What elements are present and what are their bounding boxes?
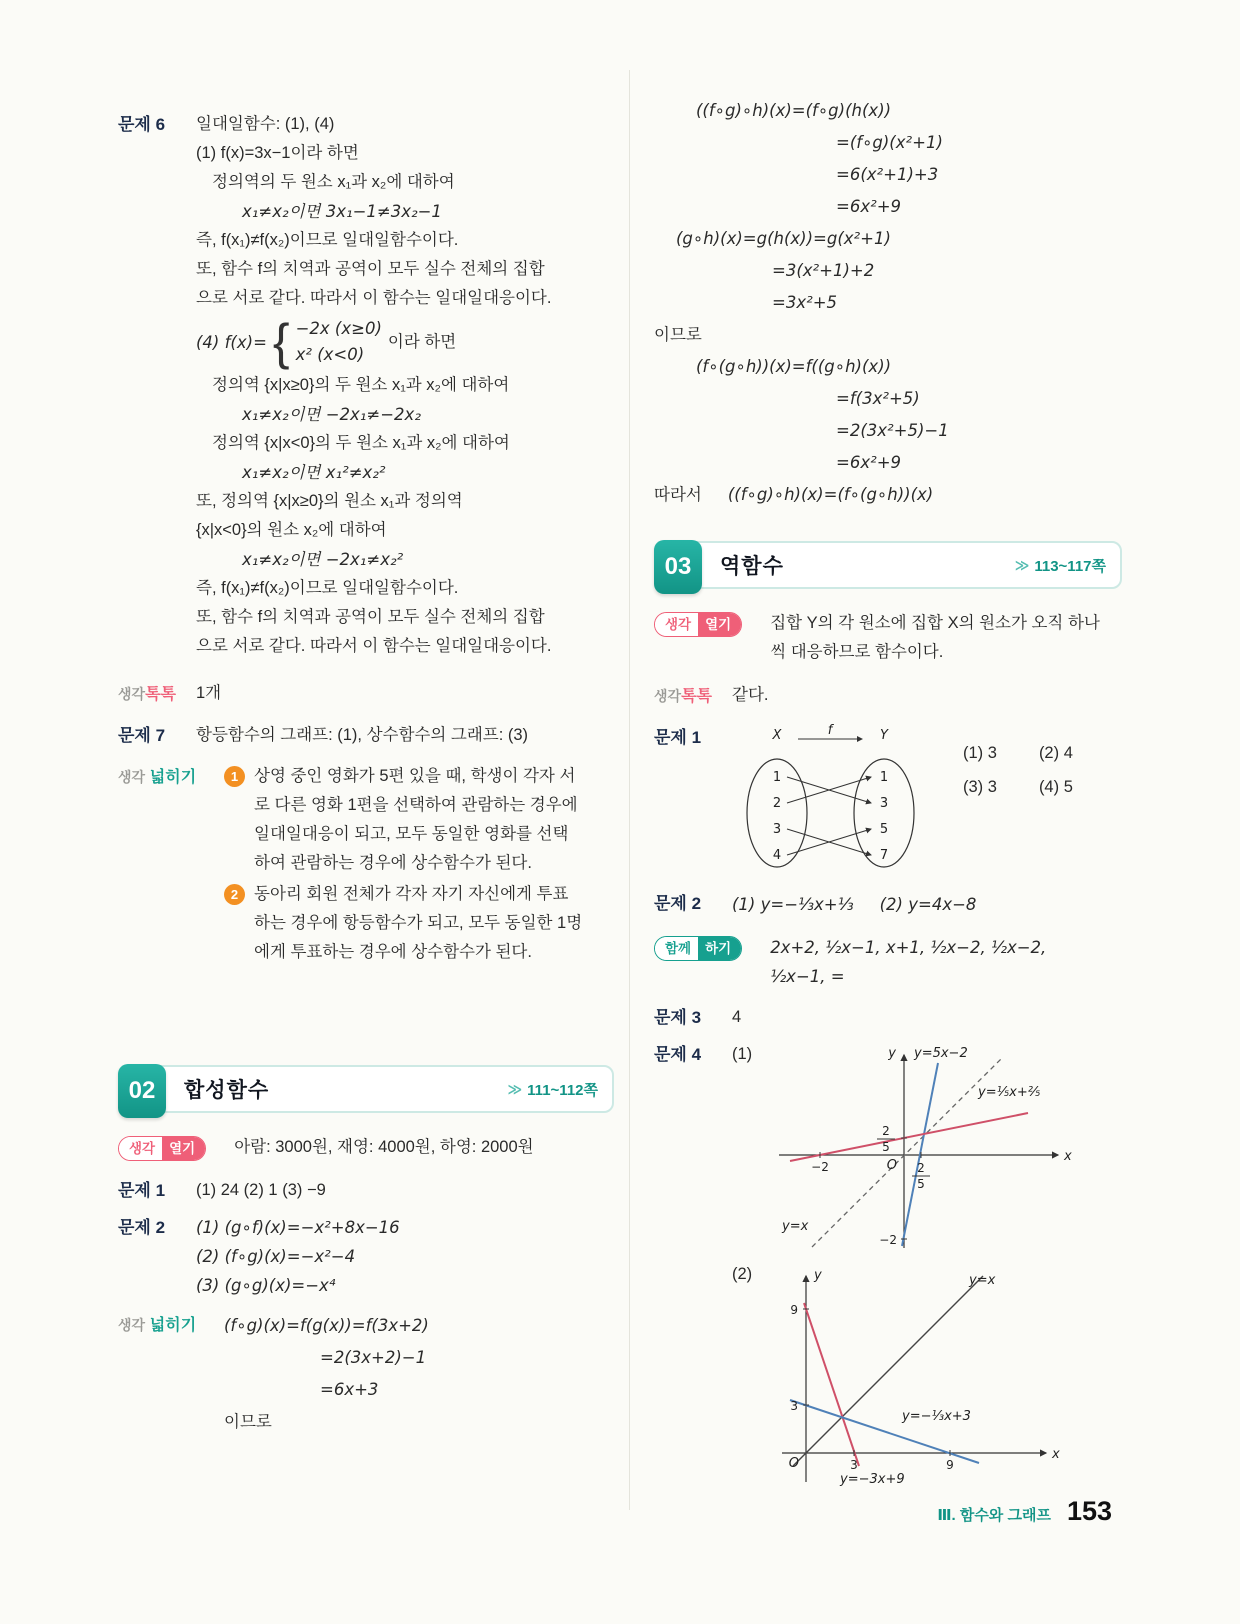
- problem-1-answers: [963, 741, 1073, 799]
- conclusion-line: [654, 479, 1122, 511]
- label-prefix: 생각: [118, 686, 146, 702]
- problem-3-answer: 4: [732, 1008, 742, 1026]
- sec03-problem-1: [654, 723, 1122, 875]
- think-deeper-label: [118, 762, 210, 792]
- double-chevron-icon: ≫: [507, 1080, 523, 1097]
- function-f-label: f: [827, 723, 833, 738]
- conclusion-prefix: 따라서: [654, 486, 702, 504]
- x-axis-label: x: [1064, 1149, 1072, 1164]
- case-line-1: −2x (x≥0): [295, 319, 382, 338]
- equation-line: =6x²+9: [836, 453, 902, 472]
- think-toktok-label: [654, 681, 718, 711]
- badge-left: 생각: [119, 1137, 162, 1160]
- origin-label: O: [788, 1456, 800, 1471]
- section-03-number: 03: [654, 540, 702, 594]
- think-deeper-02: [118, 1310, 614, 1438]
- problem-7-answer: 항등함수의 그래프: (1), 상수함수의 그래프: (3): [196, 726, 529, 744]
- solution-line: 또, 함수 f의 치역과 공역이 모두 실수 전체의 집합: [196, 608, 545, 626]
- problem-1-label: 문제 1: [654, 728, 702, 747]
- think-toktok-answer: 1개: [196, 684, 222, 702]
- mapping-diagram: [732, 723, 937, 875]
- equation-line: (g∘h)(x)=g(h(x))=g(x²+1): [676, 229, 891, 248]
- solution-line: (1) f(x)=3x−1이라 하면: [196, 144, 359, 162]
- together-activity: [654, 933, 1122, 991]
- problem-7: [118, 721, 614, 750]
- equation-line: (f∘g)(x)=f(g(x))=f(3x+2): [224, 1316, 429, 1335]
- graph-2-tag: (2): [732, 1265, 753, 1283]
- equation-line: =6x²+9: [836, 197, 902, 216]
- x-axis-label: x: [1052, 1447, 1060, 1462]
- solution-line: 정의역 {x|x<0}의 두 원소 x₁과 x₂에 대하여: [212, 434, 510, 452]
- page-footer: [937, 1496, 1112, 1527]
- y-tick-neg2: −2: [879, 1233, 898, 1247]
- y-tick-9: 9: [790, 1303, 799, 1317]
- blue-line-label: y=−⅓x+3: [902, 1409, 972, 1424]
- solution-line: 또, 함수 f의 치역과 공역이 모두 실수 전체의 집합: [196, 260, 545, 278]
- codomain-element: 7: [879, 848, 889, 863]
- page-range: 111~112쪽: [527, 1081, 598, 1099]
- codomain-element: 3: [879, 796, 889, 811]
- label-main: 넓히기: [149, 1317, 197, 1334]
- solution-line: 정의역의 두 원소 x₁과 x₂에 대하여: [212, 173, 455, 191]
- graph-2: [764, 1260, 1064, 1490]
- left-column: [118, 100, 614, 1438]
- solution-line: x₁≠x₂이면 −2x₁≠x₂²: [242, 550, 404, 569]
- sec03-problem-3: [654, 1003, 1122, 1032]
- left-brace: {: [272, 313, 290, 370]
- graph-2-row: [732, 1260, 1122, 1490]
- answer-item: (2) 4: [1038, 744, 1073, 762]
- y-frac-denominator: 5: [882, 1140, 890, 1154]
- sec02-problem-2: [118, 1213, 614, 1300]
- domain-element: 2: [772, 796, 782, 811]
- solution-line: 즉, f(x₁)≠f(x₂)이므로 일대일함수이다.: [196, 579, 459, 597]
- sec03-problem-4: [654, 1040, 1122, 1490]
- bullet-item-2: [224, 880, 614, 967]
- bullet-text: [254, 880, 582, 967]
- answer-line: (3) (g∘g)(x)=−x⁴: [196, 1276, 336, 1295]
- graph-1-tag: (1): [732, 1045, 753, 1063]
- problem-2-answers: [196, 1213, 614, 1300]
- badge-left: 생각: [655, 613, 698, 636]
- text-line: 이므로: [654, 326, 702, 344]
- x-tick-9: 9: [946, 1458, 954, 1472]
- think-open-answer: 아람: 3000원, 재영: 4000원, 하영: 2000원: [234, 1138, 534, 1156]
- problem-4-label: 문제 4: [654, 1045, 702, 1064]
- label-prefix: 생각: [118, 1317, 146, 1333]
- section-02-number: 02: [118, 1064, 166, 1118]
- identity-line: [790, 1276, 983, 1466]
- think-deeper-02-body: [224, 1310, 614, 1438]
- bullet-text: [254, 762, 578, 878]
- answer-line: 2x+2, ½x−1, x+1, ½x−2, ½x−2,: [770, 938, 1047, 957]
- y-axis-label: y: [888, 1046, 897, 1061]
- think-deeper-body: [224, 762, 614, 969]
- conclusion-equation: ((f∘g)∘h)(x)=(f∘(g∘h))(x): [727, 485, 934, 504]
- case-lines: [296, 316, 382, 368]
- mapping-diagram-row: [732, 723, 1122, 875]
- think-open-badge: [118, 1133, 206, 1162]
- think-open-02: [118, 1133, 614, 1162]
- composition-derivation: [654, 95, 1122, 511]
- together-answer: [770, 933, 1122, 991]
- section-03-header: [654, 541, 1122, 589]
- equation-line: =3(x²+1)+2: [772, 261, 875, 280]
- number-circle-1: 1: [224, 766, 245, 787]
- answer-item: (1) 3: [963, 744, 997, 762]
- problem-1-body: [732, 723, 1122, 875]
- text-line: 집합 Y의 각 원소에 집합 X의 원소가 오직 하나: [770, 614, 1100, 632]
- y-tick-3: 3: [790, 1399, 799, 1413]
- text-line: 씩 대응하므로 함수이다.: [770, 643, 944, 661]
- piecewise-definition: [196, 313, 614, 371]
- solution-line: 또, 정의역 {x|x≥0}의 원소 x₁과 정의역: [196, 492, 463, 510]
- text-line: 하여 관람하는 경우에 상수함수가 된다.: [254, 854, 532, 872]
- solution-line: 정의역 {x|x≥0}의 두 원소 x₁과 x₂에 대하여: [212, 376, 510, 394]
- problem-1-answer: (1) 24 (2) 1 (3) −9: [196, 1181, 326, 1199]
- y-axis-label: y: [814, 1268, 822, 1283]
- think-toktok-answer: 같다.: [732, 686, 769, 704]
- solution-line: x₁≠x₂이면 x₁²≠x₂²: [242, 463, 386, 482]
- answer-item: (1) y=−⅓x+⅓: [732, 895, 854, 914]
- solution-line: {x|x<0}의 원소 x₂에 대하여: [196, 521, 387, 539]
- solution-line: 즉, f(x₁)≠f(x₂)이므로 일대일함수이다.: [196, 231, 459, 249]
- solution-line: x₁≠x₂이면 3x₁−1≠3x₂−1: [242, 202, 442, 221]
- sec02-problem-1: [118, 1176, 614, 1205]
- problem-6: [118, 110, 614, 139]
- think-toktok: [118, 679, 614, 709]
- badge-think-open: [654, 612, 742, 637]
- equation-line: =f(3x²+5): [836, 389, 920, 408]
- domain-element: 3: [772, 822, 782, 837]
- domain-element: 1: [772, 770, 782, 785]
- red-line-label: y=⅕x+⅖: [978, 1085, 1041, 1100]
- section-03-pages: [1015, 555, 1106, 576]
- equation-line: =6(x²+1)+3: [836, 165, 939, 184]
- right-column: [654, 95, 1122, 1490]
- together-badge: [654, 933, 742, 962]
- label-main: 넓히기: [149, 769, 197, 786]
- identity-line-label: y=x: [969, 1273, 996, 1288]
- origin-label: O: [886, 1158, 898, 1173]
- red-line: [790, 1113, 1028, 1161]
- domain-element: 4: [772, 848, 782, 863]
- think-deeper-02-label: [118, 1310, 210, 1340]
- problem-2-label: 문제 2: [654, 894, 702, 913]
- text-line: 일대일대응이 되고, 모두 동일한 영화를 선택: [254, 825, 569, 843]
- problem-3-label: 문제 3: [654, 1008, 702, 1027]
- graph-1: [764, 1040, 1076, 1254]
- equation-line: (f∘(g∘h))(x)=f((g∘h)(x)): [696, 357, 892, 376]
- red-line: [804, 1303, 859, 1466]
- problem-4-body: [732, 1040, 1122, 1490]
- bullet-item-1: [224, 762, 614, 878]
- badge-together: [654, 936, 742, 961]
- problem-1-label: 문제 1: [118, 1181, 166, 1200]
- y-frac-numerator: 2: [882, 1124, 890, 1138]
- think-deeper: [118, 762, 614, 969]
- solution-line: 으로 서로 같다. 따라서 이 함수는 일대일대응이다.: [196, 637, 552, 655]
- answer-item: (2) y=4x−8: [879, 895, 977, 914]
- answer-line: (2) (f∘g)(x)=−x²−4: [196, 1247, 356, 1266]
- text-line: 로 다른 영화 1편을 선택하여 관람하는 경우에: [254, 796, 578, 814]
- footer-chapter: Ⅲ. 함수와 그래프: [937, 1507, 1051, 1524]
- badge-right: 열기: [162, 1137, 205, 1160]
- solution-line: 으로 서로 같다. 따라서 이 함수는 일대일대응이다.: [196, 289, 552, 307]
- equation-line: =3x²+5: [772, 293, 838, 312]
- red-line-label: y=−3x+9: [840, 1472, 905, 1487]
- answer-line: ½x−1, =: [770, 967, 845, 986]
- case-intro: (4) f(x)=: [196, 332, 267, 352]
- problem-6-label: 문제 6: [118, 115, 166, 134]
- x-tick-neg2: −2: [811, 1160, 830, 1174]
- answer-item: (4) 5: [1038, 778, 1073, 796]
- think-open-badge: [654, 609, 742, 638]
- sec03-problem-2: [654, 889, 1122, 921]
- answer-line: (1) (g∘f)(x)=−x²+8x−16: [196, 1218, 400, 1237]
- section-02-title: 합성함수: [184, 1079, 270, 1102]
- codomain-element: 1: [879, 770, 889, 785]
- think-toktok-03: [654, 681, 1122, 711]
- blue-line-label: y=5x−2: [914, 1046, 968, 1061]
- set-y-label: Y: [880, 728, 888, 743]
- double-chevron-icon: ≫: [1014, 556, 1030, 573]
- badge-think-open: [118, 1136, 206, 1161]
- problem-6-solution: [196, 139, 614, 661]
- identity-line-label: y=x: [782, 1219, 809, 1234]
- set-x-label: X: [772, 728, 782, 743]
- equation-line: =2(3x+2)−1: [320, 1348, 427, 1367]
- equation-line: 이므로: [224, 1413, 272, 1431]
- equation-line: =(f∘g)(x²+1): [836, 133, 943, 152]
- solution-line: x₁≠x₂이면 −2x₁≠−2x₂: [242, 405, 421, 424]
- number-circle-2: 2: [224, 884, 245, 905]
- text-line: 하는 경우에 항등함수가 되고, 모두 동일한 1명: [254, 914, 583, 932]
- problem-7-label: 문제 7: [118, 726, 166, 745]
- equation-line: =6x+3: [320, 1380, 379, 1399]
- case-suffix: 이라 하면: [387, 332, 457, 351]
- text-line: 상영 중인 영화가 5편 있을 때, 학생이 각자 서: [254, 767, 576, 785]
- answer-item: (3) 3: [963, 778, 997, 796]
- graph-1-row: [732, 1040, 1122, 1254]
- case-line-2: x² (x<0): [295, 345, 365, 364]
- badge-left: 함께: [655, 937, 698, 960]
- x-frac-denominator: 5: [917, 1177, 925, 1191]
- think-open-answer: [770, 609, 1122, 667]
- label-prefix: 생각: [654, 688, 682, 704]
- label-main: 톡톡: [681, 688, 712, 705]
- x-tick-3: 3: [850, 1458, 858, 1472]
- section-02-pages: [508, 1079, 598, 1100]
- problem-6-answer: 일대일함수: (1), (4): [196, 115, 335, 133]
- equation-line: ((f∘g)∘h)(x)=(f∘g)(h(x)): [696, 101, 892, 120]
- badge-right: 열기: [698, 613, 741, 636]
- problem-2-answers: [732, 889, 1122, 921]
- think-open-03: [654, 609, 1122, 667]
- label-prefix: 생각: [118, 769, 146, 785]
- equation-line: =2(3x²+5)−1: [836, 421, 949, 440]
- text-line: 에게 투표하는 경우에 상수함수가 된다.: [254, 943, 532, 961]
- problem-2-label: 문제 2: [118, 1218, 166, 1237]
- think-toktok-label: [118, 679, 182, 709]
- footer-page-number: 153: [1066, 1496, 1112, 1526]
- text-line: 동아리 회원 전체가 각자 자기 자신에게 투표: [254, 885, 569, 903]
- x-frac-numerator: 2: [917, 1161, 925, 1175]
- page-range: 113~117쪽: [1034, 557, 1106, 575]
- badge-right: 하기: [698, 937, 741, 960]
- section-03-title: 역함수: [720, 555, 784, 578]
- label-main: 톡톡: [145, 686, 176, 703]
- column-divider: [629, 70, 630, 1510]
- section-02-header: [118, 1065, 614, 1113]
- codomain-element: 5: [879, 822, 889, 837]
